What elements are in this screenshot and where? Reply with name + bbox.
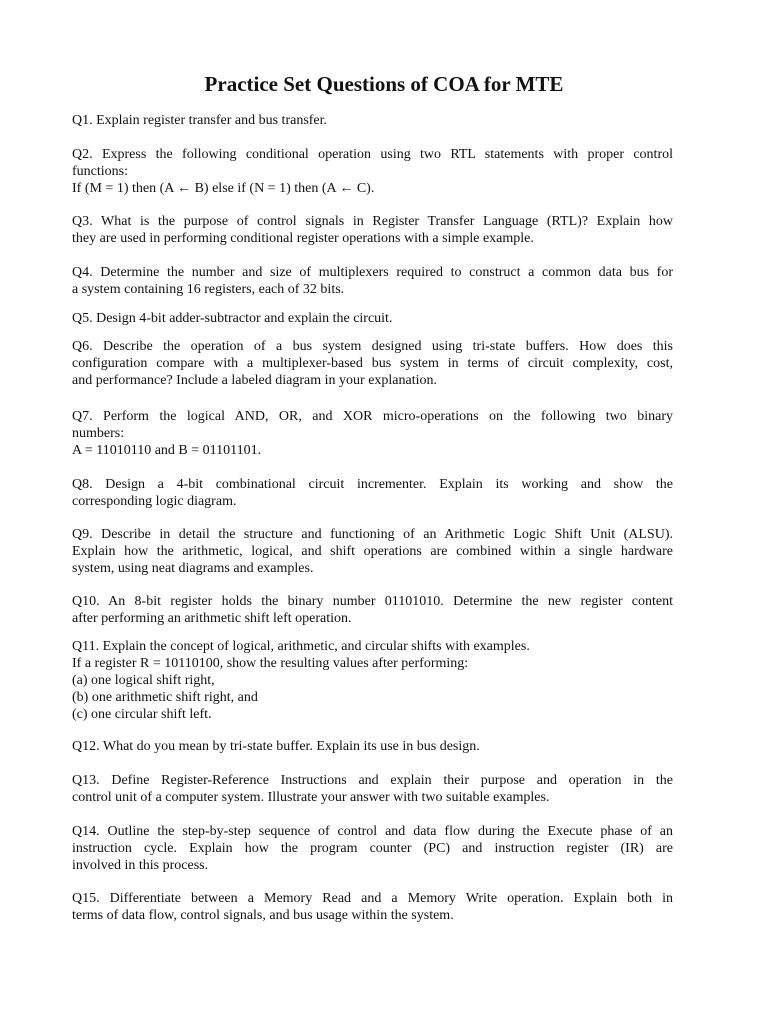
question-9 xyxy=(72,526,673,577)
question-text-line: If (M = 1) then (A ← B) else if (N = 1) then (A ← C). xyxy=(72,181,375,196)
question-text-line: Q15. Differentiate between a Memory Read and a Memory Write operation. Explain both in xyxy=(72,891,673,906)
question-text-line: and performance? Include a labeled diagram in your explanation. xyxy=(72,373,438,388)
question-text-line: Q12. What do you mean by tri-state buffer. Explain its use in bus design. xyxy=(72,739,480,754)
question-text-line: after performing an arithmetic shift left operation. xyxy=(72,611,352,626)
question-8 xyxy=(72,476,673,510)
question-1 xyxy=(72,112,673,129)
question-text-line: Q2. Express the following conditional operation using two RTL statements with proper control xyxy=(72,147,673,162)
question-text-line: functions: xyxy=(72,164,128,179)
question-text-line: Q7. Perform the logical AND, OR, and XOR micro-operations on the following two binary xyxy=(72,409,673,424)
question-text-line: Q6. Describe the operation of a bus system designed using tri-state buffers. How does this xyxy=(72,339,673,354)
question-text-line: Q5. Design 4-bit adder-subtractor and explain the circuit. xyxy=(72,311,393,326)
question-text-line: system, using neat diagrams and examples. xyxy=(72,561,314,576)
question-13 xyxy=(72,772,673,806)
question-text-line: they are used in performing conditional register operations with a simple example. xyxy=(72,231,534,246)
question-text-line: A = 11010110 and B = 01101101. xyxy=(72,443,262,458)
question-11 xyxy=(72,638,673,723)
document-title: Practice Set Questions of COA for MTE xyxy=(204,72,564,96)
question-text-line: Q4. Determine the number and size of multiplexers required to construct a common data bus for xyxy=(72,265,673,280)
question-text-line: a system containing 16 registers, each of 32 bits. xyxy=(72,282,345,297)
question-text-line: (b) one arithmetic shift right, and xyxy=(72,690,258,705)
question-text-line: If a register R = 10110100, show the resulting values after performing: xyxy=(72,656,469,671)
question-text-line: Q3. What is the purpose of control signals in Register Transfer Language (RTL)? Explain how xyxy=(72,214,673,229)
question-text-line: (c) one circular shift left. xyxy=(72,707,212,722)
question-3 xyxy=(72,213,673,247)
question-text-line: involved in this process. xyxy=(72,858,209,873)
question-text-line: corresponding logic diagram. xyxy=(72,494,237,509)
question-text-line: Q10. An 8-bit register holds the binary number 01101010. Determine the new register content xyxy=(72,594,673,609)
question-text-line: Q9. Describe in detail the structure and functioning of an Arithmetic Logic Shift Unit (ALSU). xyxy=(72,527,673,542)
question-12 xyxy=(72,738,673,755)
question-text-line: (a) one logical shift right, xyxy=(72,673,215,688)
question-text-line: numbers: xyxy=(72,426,125,441)
question-14 xyxy=(72,823,673,874)
question-text-line: Q11. Explain the concept of logical, arithmetic, and circular shifts with examples. xyxy=(72,639,530,654)
question-text-line: terms of data flow, control signals, and bus usage within the system. xyxy=(72,908,454,923)
question-5 xyxy=(72,310,673,327)
question-6 xyxy=(72,338,673,389)
question-text-line: Q1. Explain register transfer and bus transfer. xyxy=(72,113,328,128)
question-text-line: Q14. Outline the step-by-step sequence of control and data flow during the Execute phase of an xyxy=(72,824,673,839)
question-text-line: Explain how the arithmetic, logical, and shift operations are combined within a single hardware xyxy=(72,544,673,559)
question-text-line: control unit of a computer system. Illustrate your answer with two suitable examples. xyxy=(72,790,550,805)
question-text-line: configuration compare with a multiplexer-based bus system in terms of circuit complexity, cost, xyxy=(72,356,673,371)
question-15 xyxy=(72,890,673,924)
question-10 xyxy=(72,593,673,627)
question-text-line: instruction cycle. Explain how the program counter (PC) and instruction register (IR) are xyxy=(72,841,673,856)
question-2 xyxy=(72,146,673,197)
question-4 xyxy=(72,264,673,298)
question-7 xyxy=(72,408,673,459)
question-text-line: Q13. Define Register-Reference Instructions and explain their purpose and operation in the xyxy=(72,773,673,788)
question-text-line: Q8. Design a 4-bit combinational circuit incrementer. Explain its working and show the xyxy=(72,477,673,492)
